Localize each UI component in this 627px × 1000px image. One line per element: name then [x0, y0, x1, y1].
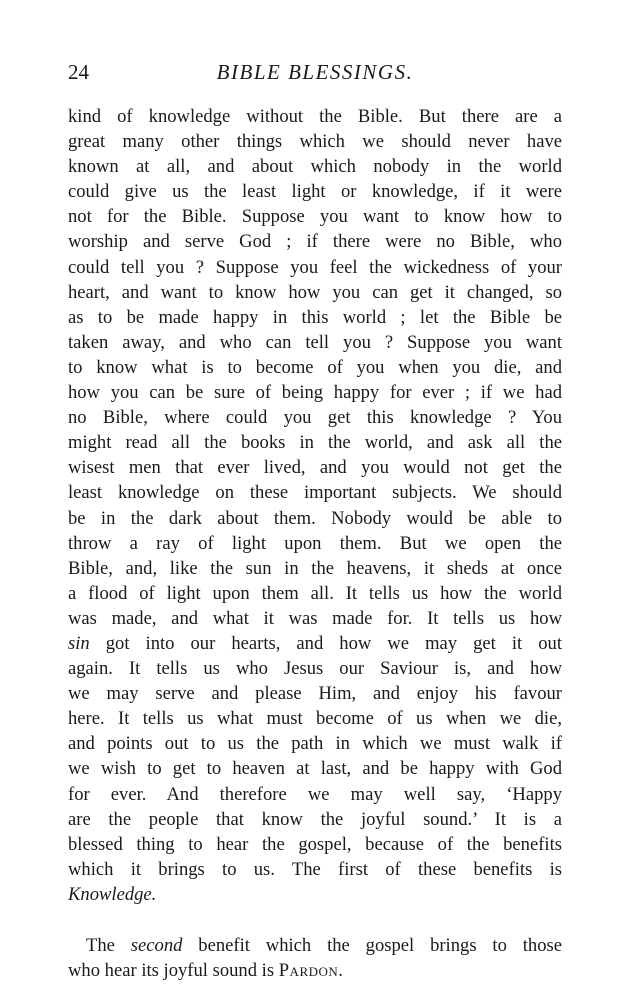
text-line: again. It tells us who Jesus our Saviour is, and how [68, 658, 562, 680]
paragraph-gap [68, 907, 562, 933]
text-line: great many other things which we should never have [68, 131, 562, 153]
page-number: 24 [68, 60, 89, 84]
text-line: no Bible, where could you get this knowledge ? You [68, 407, 562, 429]
text-line: could tell you ? Suppose you feel the wickedness of your [68, 256, 562, 278]
text-line: worship and serve God ; if there were no Bible, who [68, 231, 562, 253]
italic-word-second: second [130, 935, 183, 956]
body-text [68, 104, 562, 983]
text-line: a flood of light upon them all. It tells us how the world [68, 582, 562, 604]
text-line: wisest men that ever lived, and you would not get the [68, 457, 562, 479]
text-line-knowledge [68, 882, 562, 907]
text-line: for ever. And therefore we may well say, ‘Happy [68, 783, 562, 805]
text-line: might read all the books in the world, and ask all the [68, 432, 562, 454]
running-title: BIBLE BLESSINGS. [216, 60, 414, 84]
text-line: throw a ray of light upon them. But we open the [68, 532, 562, 554]
text-line: known at all, and about which nobody in the world [68, 156, 562, 178]
text-line: blessed thing to hear the gospel, because of the benefits [68, 833, 562, 855]
text-line: Bible, and, like the sun in the heavens, it sheds at once [68, 557, 562, 579]
text-line: could give us the least light or knowledge, if it were [68, 181, 562, 203]
text-line: here. It tells us what must become of us when we die, [68, 708, 562, 730]
text-line: heart, and want to know how you can get it changed, so [68, 281, 562, 303]
text-line: be in the dark about them. Nobody would be able to [68, 507, 562, 529]
text-line: we wish to get to heaven at last, and be happy with God [68, 758, 562, 780]
text-line-sin [68, 631, 562, 656]
text-line-second [68, 933, 562, 958]
text-line-sin-rest: got into our hearts, and how we may get it out [105, 632, 562, 654]
text-line: how you can be sure of being happy for ever ; if we had [68, 382, 562, 404]
text-fragment: The [86, 935, 131, 956]
text-fragment: who hear its joyful sound is [68, 960, 279, 982]
italic-word-knowledge: Knowledge. [68, 883, 157, 905]
text-line: as to be made happy in this world ; let the Bible be [68, 306, 562, 328]
text-line: was made, and what it was made for. It tells us how [68, 607, 562, 629]
text-line: not for the Bible. Suppose you want to know how to [68, 206, 562, 228]
text-line: to know what is to become of you when you die, and [68, 356, 562, 378]
text-line: taken away, and who can tell you ? Suppose you want [68, 331, 562, 353]
text-line: we may serve and please Him, and enjoy his favour [68, 683, 562, 705]
running-head [68, 58, 562, 86]
text-fragment: benefit which the gospel brings to those [182, 935, 562, 956]
text-line: are the people that know the joyful sound.’ It is a [68, 808, 562, 830]
italic-word-sin: sin [68, 632, 90, 654]
text-line: and points out to us the path in which we must walk if [68, 733, 562, 755]
text-line: kind of knowledge without the Bible. But there are a [68, 106, 562, 127]
text-line: which it brings to us. The first of these benefits is [68, 858, 562, 880]
text-line: least knowledge on these important subjects. We should [68, 482, 562, 504]
small-caps-word-pardon: Pardon. [278, 960, 344, 982]
paragraph-2 [68, 933, 562, 983]
paragraph-1 [68, 104, 562, 907]
text-line-pardon [68, 958, 562, 983]
